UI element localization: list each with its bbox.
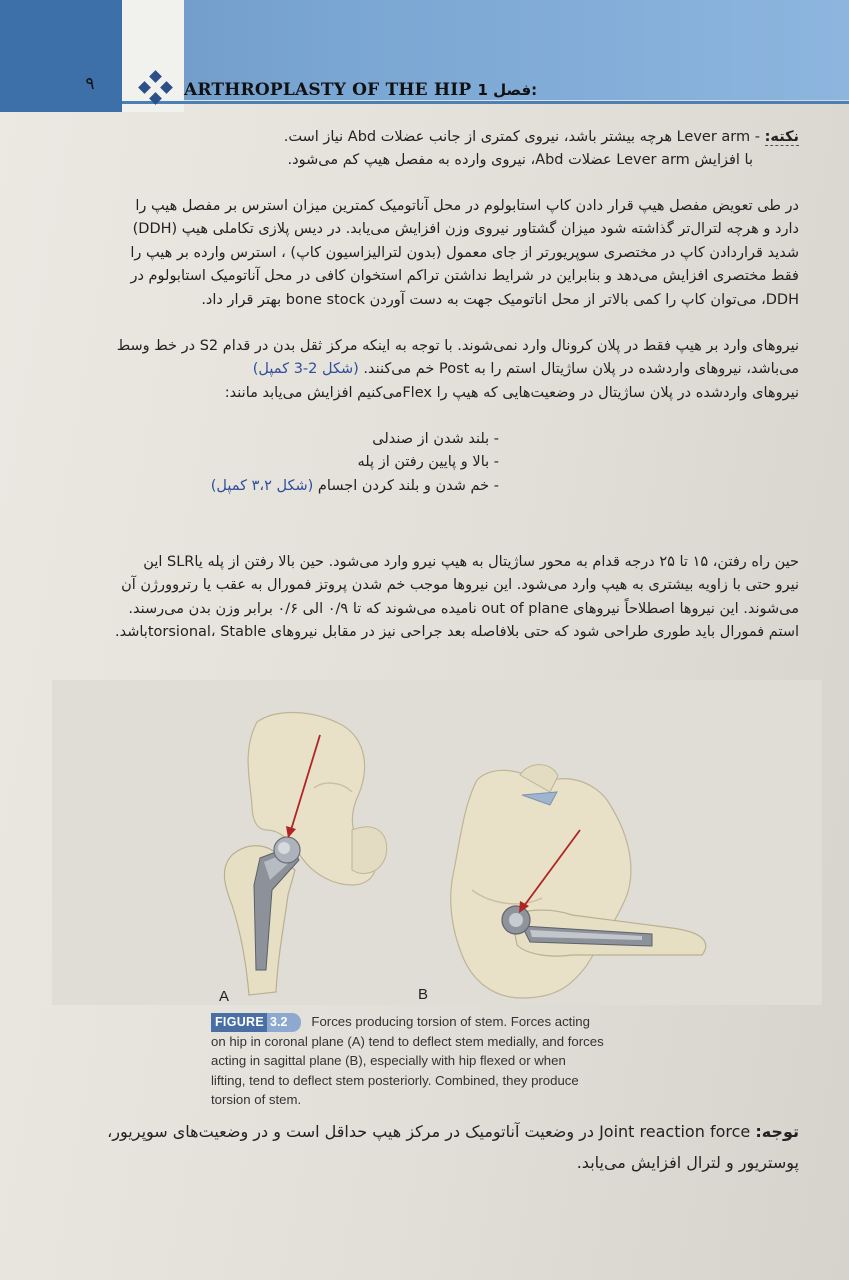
- figure-badge: FIGURE: [211, 1013, 267, 1032]
- paragraph-1-line: در طی تعویض مفصل هیپ قرار دادن کاپ استابولوم در محل آناتومیک کمترین میزان استرس بر مفصل هیپ را: [135, 198, 799, 214]
- paragraph-1-line: DDH، می‌توان کاپ را کمی بالاتر از محل اناتومیک جهت به دست آوردن bone stock بهتر قرار داد.: [201, 291, 799, 308]
- paragraph-1: [54, 195, 799, 312]
- figure-reference: (شکل 2-3 کمپل): [252, 361, 359, 378]
- list-item: [79, 475, 799, 498]
- caption-line: acting in sagittal plane (B), especially with hip flexed or when: [211, 1053, 566, 1069]
- page-number: ۹: [85, 74, 95, 94]
- caption-line: on hip in coronal plane (A) tend to deflect stem medially, and forces: [211, 1034, 604, 1050]
- panel-label-a: A: [219, 988, 230, 1005]
- paragraph-3: [54, 551, 799, 645]
- chapter-title: [184, 80, 584, 100]
- caption-line: lifting, tend to deflect stem posteriorly. Combined, they produce: [211, 1072, 579, 1088]
- note-text-1: - Lever arm هرچه بیشتر باشد، نیروی کمتری از جانب عضلات Abd نیاز است.: [283, 129, 760, 145]
- femur-with-stem-illustration: [224, 837, 300, 995]
- paragraph-1-line: فقط مختصری افزایش می‌دهد و بنابراین در شرایط نداشتن تراکم استخوان کافی در محل آناتومیک استابولوم در: [130, 268, 799, 285]
- figure-number: 3.2: [267, 1013, 301, 1032]
- paragraph-3-line: استم فمورال باید طوری طراحی شود که حتی بلافاصله بعد جراحی نیز در مقابل نیروهای torsional، Stableباشد.: [115, 624, 799, 641]
- diamond-logo-icon: [136, 70, 174, 108]
- paragraph-2: [54, 335, 799, 405]
- attention-label: توجه:: [755, 1122, 799, 1141]
- caption-line-1: [211, 1012, 651, 1032]
- caption-text: Forces producing torsion of stem. Forces acting: [311, 1014, 590, 1029]
- list-item: - بلند شدن از صندلی: [372, 431, 499, 447]
- note-line-2: با افزایش Lever arm عضلات Abd، نیروی وارده به مفصل هیپ کم می‌شود.: [287, 152, 753, 169]
- list-item: - بالا و پایین رفتن از پله: [357, 454, 499, 471]
- paragraph-3-line: می‌شوند. این نیروها اصطلاحاً نیروهای out of plane نامیده می‌شوند که تا ۰/۹ الی ۰/۶ برابر وزن بدن می‌رسند.: [128, 600, 799, 617]
- paragraph-2-line-1: نیروهای وارد بر هیپ فقط در پلان کرونال وارد نمی‌شوند. با توجه به اینکه مرکز ثقل بدن در قدام S2 در خط وسط: [116, 338, 799, 354]
- chapter-title-en: ARTHROPLASTY OF THE HIP: [184, 80, 472, 100]
- paragraph-1-line: شدید قراردادن کاپ در مختصری سوپریورتر از جای معمول (بدون لترالیزاسیون کاپ) ، استرس وارده بر هیپ را: [130, 244, 799, 261]
- panel-label-b: B: [418, 986, 429, 1003]
- pelvis-sagittal-illustration: [451, 765, 631, 998]
- note-label: نکته:: [764, 129, 799, 145]
- attention-text-1: Joint reaction force در وضعیت آناتومیک در مرکز هیپ حداقل است و در وضعیت‌های سوپریور،: [107, 1122, 751, 1141]
- chapter-label: فصل 1:: [477, 81, 538, 99]
- header-rule: [122, 101, 849, 104]
- list-item-text: - خم شدن و بلند کردن اجسام: [317, 477, 499, 494]
- flex-list: [79, 428, 799, 498]
- attention-line-2: پوستریور و لترال افزایش می‌یابد.: [576, 1153, 799, 1172]
- hip-figure: [52, 680, 822, 1005]
- note-block: [54, 126, 799, 173]
- paragraph-3-line: نیرو حتی با زاویه بیشتری به هیپ وارد می‌شود. این نیروها موجب خم شدن پروتز فمورال به عقب یا رتروورژن آن: [121, 577, 799, 594]
- attention-line-1: [54, 1116, 799, 1147]
- figure-reference: (شکل ۳،۲ کمپل): [210, 477, 314, 494]
- paragraph-1-line: دارد و هرچه لترال‌تر گذاشته شود میزان گشتاور نیروی وزن افزایش می‌یابد. در دیس پلازی تکاملی هیپ (DDH): [132, 221, 799, 238]
- figure-caption: [211, 1012, 651, 1109]
- paragraph-2-line-3: نیروهای واردشده در پلان ساژیتال در وضعیت‌هایی که هیپ را Flexمی‌کنیم افزایش می‌یابد مانند:: [224, 384, 799, 401]
- note-line-1: [54, 126, 799, 149]
- header-page-tab: [0, 0, 122, 112]
- attention-block: [54, 1116, 799, 1178]
- caption-line: torsion of stem.: [211, 1091, 302, 1107]
- paragraph-2-line-2-text: می‌باشد، نیروهای واردشده در پلان ساژیتال استم را به Post خم می‌کنند.: [363, 361, 799, 378]
- paragraph-3-line: حین راه رفتن، ۱۵ تا ۲۵ درجه قدام به محور ساژیتال به هیپ نیرو وارد می‌شود. حین بالا رفتن از پله یاSLR این: [143, 554, 799, 570]
- paragraph-2-line-2: [54, 358, 799, 381]
